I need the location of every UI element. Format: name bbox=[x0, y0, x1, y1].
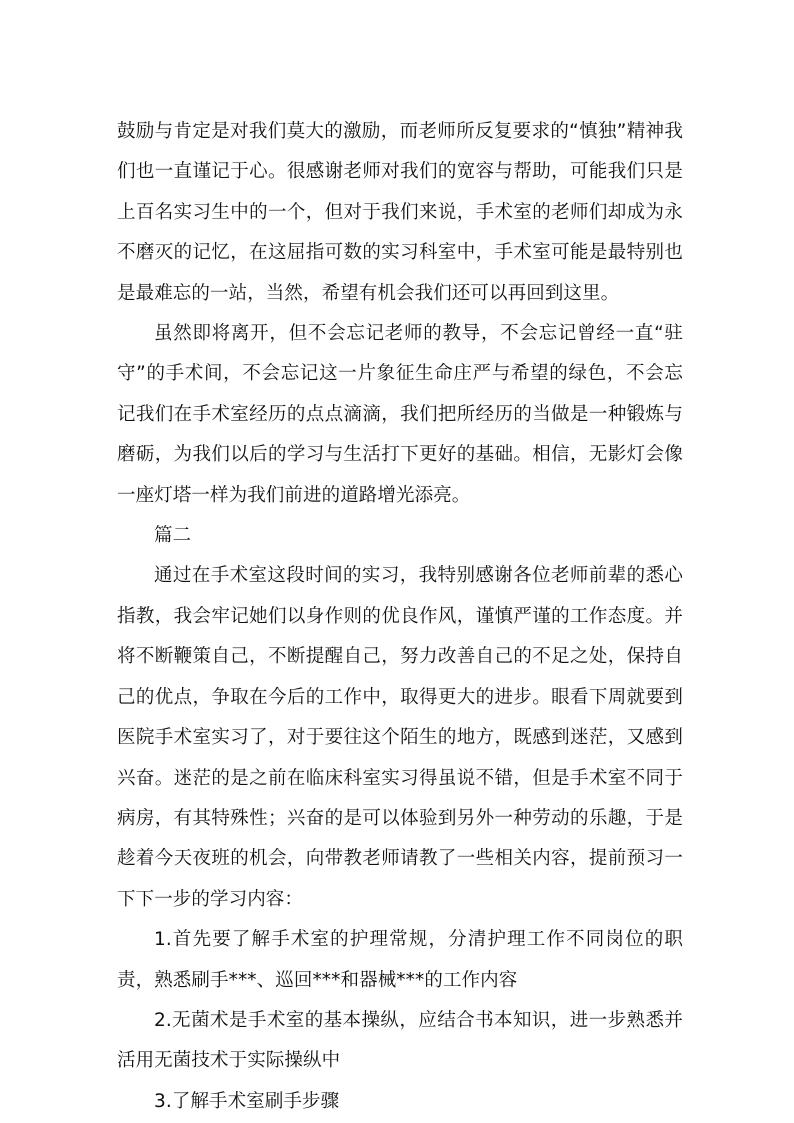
list-item-2: 2.无菌术是手术室的基本操纵，应结合书本知识，进一步熟悉并活用无菌技术于实际操纵中 bbox=[117, 1009, 683, 1072]
paragraph-farewell: 虽然即将离开，但不会忘记老师的教导，不会忘记曾经一直“驻守”的手术间，不会忘记这一片象征生命庄严与希望的绿色，不会忘记我们在手术室经历的点点滴滴，我们把所经历的当做是一种锻炼与磨砺，为我们以后的学习与生活打下更好的基础。相信，无影灯会像一座灯塔一样为我们前进的道路增光添亮。 bbox=[117, 323, 683, 506]
list-item-3: 3.了解手术室刷手步骤 bbox=[154, 1090, 340, 1112]
document-body bbox=[117, 112, 683, 1122]
paragraph-encouragement: 鼓励与肯定是对我们莫大的激励，而老师所反复要求的“慎独”精神我们也一直谨记于心。很感谢老师对我们的宽容与帮助，可能我们只是上百名实习生中的一个，但对于我们来说，手术室的老师们却成为永不磨灭的记忆，在这屈指可数的实习科室中，手术室可能是最特别也是最难忘的一站，当然，希望有机会我们还可以再回到这里。 bbox=[117, 121, 683, 304]
list-item-1: 1.首先要了解手术室的护理常规，分清护理工作不同岗位的职责，熟悉刷手***、巡回***和器械***的工作内容 bbox=[117, 929, 683, 991]
paragraph-internship-intro: 通过在手术室这段时间的实习，我特别感谢各位老师前辈的悉心指教，我会牢记她们以身作则的优良作风，谨慎严谨的工作态度。并将不断鞭策自己，不断提醒自己，努力改善自己的不足之处，保持自己的优点，争取在今后的工作中，取得更大的进步。眼看下周就要到医院手术室实习了，对于要往这个陌生的地方，既感到迷茫，又感到兴奋。迷茫的是之前在临床科室实习得虽说不错，但是手术室不同于病房，有其特殊性；兴奋的是可以体验到另外一种劳动的乐趣，于是趁着今天夜班的机会，向带教老师请教了一些相关内容，提前预习一下下一步的学习内容： bbox=[117, 565, 683, 910]
section-heading: 篇二 bbox=[154, 525, 192, 547]
